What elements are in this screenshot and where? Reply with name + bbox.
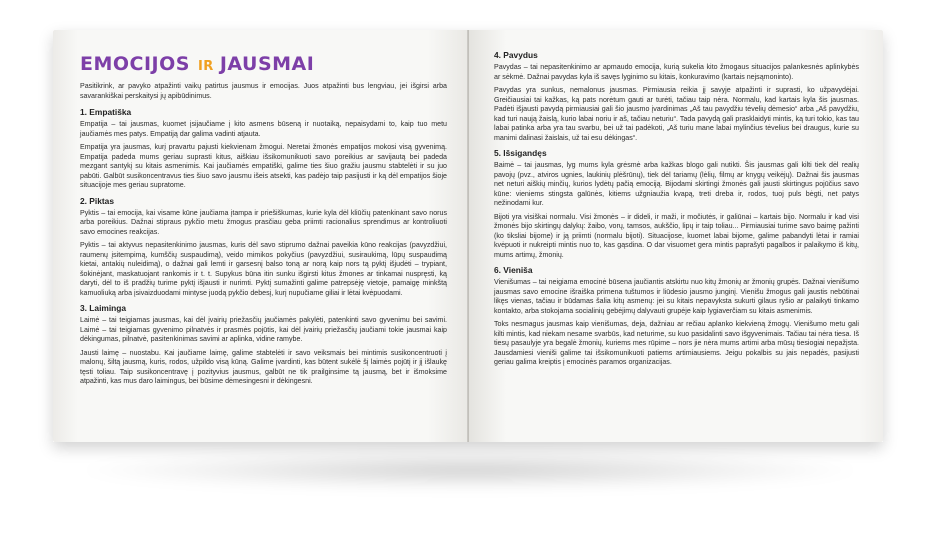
intro-text: Pasitikrink, ar pavyko atpažinti vaikų patirtus jausmus ir emocijas. Juos atpažinti bus lengviau, jei išgirsi arba savarankiškai perskaitysi jų apibūdinimus. [80,82,447,100]
paragraph: Bijoti yra visiškai normalu. Visi žmonės – ir dideli, ir maži, ir močiutės, ir galiūnai – kartais bijo. Normalu ir kad visi žmonės bijo skirtingų dalykų: žaibo, vorų, tamsos, aukščio, lipų ir taip toliau... Pirmiausiai turime savo baimę pažinti (ko tiksliai bijome) ir ją priimti (normalu bijoti). Situacijose, kuomet labai bijome, galime pabandyti lėtai ir ramiai kvėpuoti ir nukreipti mintis nuo to, kas gąsdina. O dar visuomet gera mintis paprašyti pagalbos ir palaikymo iš kitų, mums artimų, žmonių. [494,212,859,259]
paragraph: Toks nesmagus jausmas kaip vienišumas, deja, dažniau ar rečiau aplanko kiekvieną žmogų. Vienišumo metu gali kilti mintis, kad niekam nesame svarbūs, kad neturime, su kuo pasidalinti savo išgyvenimais. Tačiau tai nėra tiesa. Iš tiesų pasaulyje yra begalė žmonių, kuriems mes rūpime – nors jie nėra mums artimi arba mūsų tiesiogiai nepažįsta. Jausdamiesi vieniši galime tai išsikomunikuoti patiems artimiausiems. Jeigu pokalbis su jais nepadės, pasijusti geriau galima kreiptis į emocinės paramos organizacijas. [494,320,859,366]
page-title [80,52,447,76]
section-heading-empatiska: 1. Empatiška [80,107,132,117]
title-word-ir: IR [197,59,214,74]
book-shadow [70,450,870,490]
paragraph: Pyktis – tai emocija, kai visame kūne jaučiama įtampa ir priešiškumas, kurie kyla dėl kliūčių patenkinant savo norus arba poreikius. Dažnai stipraus pykčio metu žmogus prasčiau geba priimti racionalius sprendimus ar kontroliuoti savo emocines reakcijas. [80,208,447,236]
open-book [53,30,883,442]
section-heading-piktas: 2. Piktas [80,195,114,206]
paragraph: Jausti laimę – nuostabu. Kai jaučiame laimę, galime stabtelėti ir savo veiksmais bei mintimis susikoncentruoti į malonų, šiltą jausmą, kuris, rodos, užpildo visą kūną. Galime įvardinti, kas būtent sukėlė šį laimės pojūtį ir jį išlaukę tęsti toliau. Taip susikoncentravę į pozityvius jausmus, galbūt ne tik prailginsime tą jausmą, bet ir išmoksime atpažinti, kas mus daro laimingus, bei būsime dėmesingesni ir dėkingesni. [80,348,447,385]
title-word-emocijos: EMOCIJOS [80,53,190,75]
paragraph: Vienišumas – tai neigiama emocinė būsena jaučiantis atskirtu nuo kitų žmonių ar žmonių grupės. Dažnai vienišumo jausmas savo emocine išraiška primena tuštumos ir liūdesio jausmo junginį. Vienišu žmogus gali jaustis nebūtinai likęs vienas, tačiau ir būdamas šalia kitų asmenų: jei su kitais nepavyksta sukurti gilaus ryšio ar palaikyti tinkamo kontakto, arba stokojama socialinių gebėjimų dalyvauti grupėje kaip lygiaverčiam su kitais asmenimis. [494,278,859,315]
paragraph: Laimė – tai teigiamas jausmas, kai dėl įvairių priežasčių jaučiamės pakylėti, patenkinti savo gyvenimu bei savimi. Laimė – tai teigiamas gyvenimo pilnatvės ir prasmės pojūtis, kai dėl įvairių priežasčių jaučiami tokie jausmai kaip dėkingumas, pilnatvė, pasitenkinimas savimi ar aplinka, vidine ramybe. [80,316,447,343]
left-page [53,30,469,442]
paragraph: Pyktis – tai aktyvus nepasitenkinimo jausmas, kuris dėl savo stiprumo dažnai paveikia kūno reakcijas (pavyzdžiui, raumenų įsitempimą, kumščių suspaudimą), veido mimikos pokyčius (pavyzdžiui, susiraukimą, lūpų suspaudimą kietai, antakių nuleidimą), o dažnai gali lemti ir garsesnį balso toną ar norą kaip nors tą pyktį išjudėti – trypiant, šokinėjant, maskatuojant rankomis ir t. t. Supykus būna itin sunku išgirsti kitus žmones ar tinkamai nuspręsti, ką daryti, dėl to iš pradžių turime pyktį išjausti ir nurimti. Pyktį sumažinti galime patrepsėję vietoje, pamaigę minkštą kamuoliuką arba įsivaizduodami mintyse juodą pykčio debesį, kurį nupučiame giliai ir lėtai kvėpuodami. [80,241,447,297]
paragraph: Empatija yra jausmas, kurį pravartu pajusti kiekvienam žmogui. Neretai žmonės empatijos mokosi visą gyvenimą. Empatija padeda mums geriau suprasti kitus, aiškiau išsikomunikuoti savo poreikius ar savijautą bei padeda mezgant santykį su kitais asmenimis. Kai jaučiamės empatiški, galime ties šiuo gražiu jausmu stabtelėti ir su juo pabūti. Galbūt susikoncentravus ties šiuo savo jausmu išeis atsekti, kas padėjo taip pasijusti ir ką dėl empatijos šioje situacijoje mes geriau supratome. [80,143,447,189]
section-heading-laiminga: 3. Laiminga [80,303,127,313]
right-page [469,30,883,442]
paragraph: Empatija – tai jausmas, kuomet įsijaučiame į kito asmens būseną ir nuotaiką, nepaisydami to, kaip tuo metu jaučiamės mes patys. Empatiją dar galima vadinti atjauta. [80,120,447,138]
section-heading-vienisa: 6. Vieniša [494,265,533,275]
section-heading-pavydus: 4. Pavydus [494,50,538,60]
paragraph: Pavydas yra sunkus, nemalonus jausmas. Pirmiausia reikia jį savyje atpažinti ir suprasti, ko užpavydėjai. Greičiausiai tai kažkas, ką pats norėtum gauti ar turėti, tačiau taip nėra. Normalu, kad kartais kyla šis jausmas. Padėti išjausti pavydą pirmiausiai gali šio jausmo įvardinimas „Aš tau pavydžiu tėvelių dėmesio“ arba „Aš pavydžiu, kad turi naują žaislą, kurio labai noriu ir aš, tačiau neturiu“. Tada pavydą gali prasklaidyti mintis, ką turi tokio, kas tau labai patinka arba yra tau svarbu, bei už tai padėkoti, „Aš turiu mane labai mylinčius tėvelius bei draugus, kurie su manimi dalinasi žaislais, už tai esu dėkingas“. [494,86,859,142]
section-heading-issigandes: 5. Išsigandęs [494,148,547,158]
title-word-jausmai: JAUSMAI [219,53,315,75]
paragraph: Baimė – tai jausmas, lyg mums kyla grėsmė arba kažkas blogo gali nutikti. Šis jausmas gali kilti tiek dėl realių pavojų (pvz., atviros ugnies, laukinių plėšrūnų), tiek dėl tariamų (lėlių, filmų ar knygų veikėjų). Dažnai šis jausmas net neturi aiškių minčių, kurios lydėtų pačią emociją. Bijodami skirtingi žmonės gali jausti skirtingus pojūčius savo kūne: vieniems stingsta galūnės, kitiems užgniaužia kvapą, treti dreba ir, rodos, tuoj puls bėgti, net patys nežinodami kur. [494,161,859,207]
paragraph: Pavydas – tai nepasitenkinimo ar apmaudo emocija, kurią sukelia kito žmogaus situacijos palankesnės aplinkybės ar sėkmė. Dažnai pavydas kyla iš savęs lyginimo su kitais, konkuravimo (kartais nejsąmoninto). [494,63,859,81]
